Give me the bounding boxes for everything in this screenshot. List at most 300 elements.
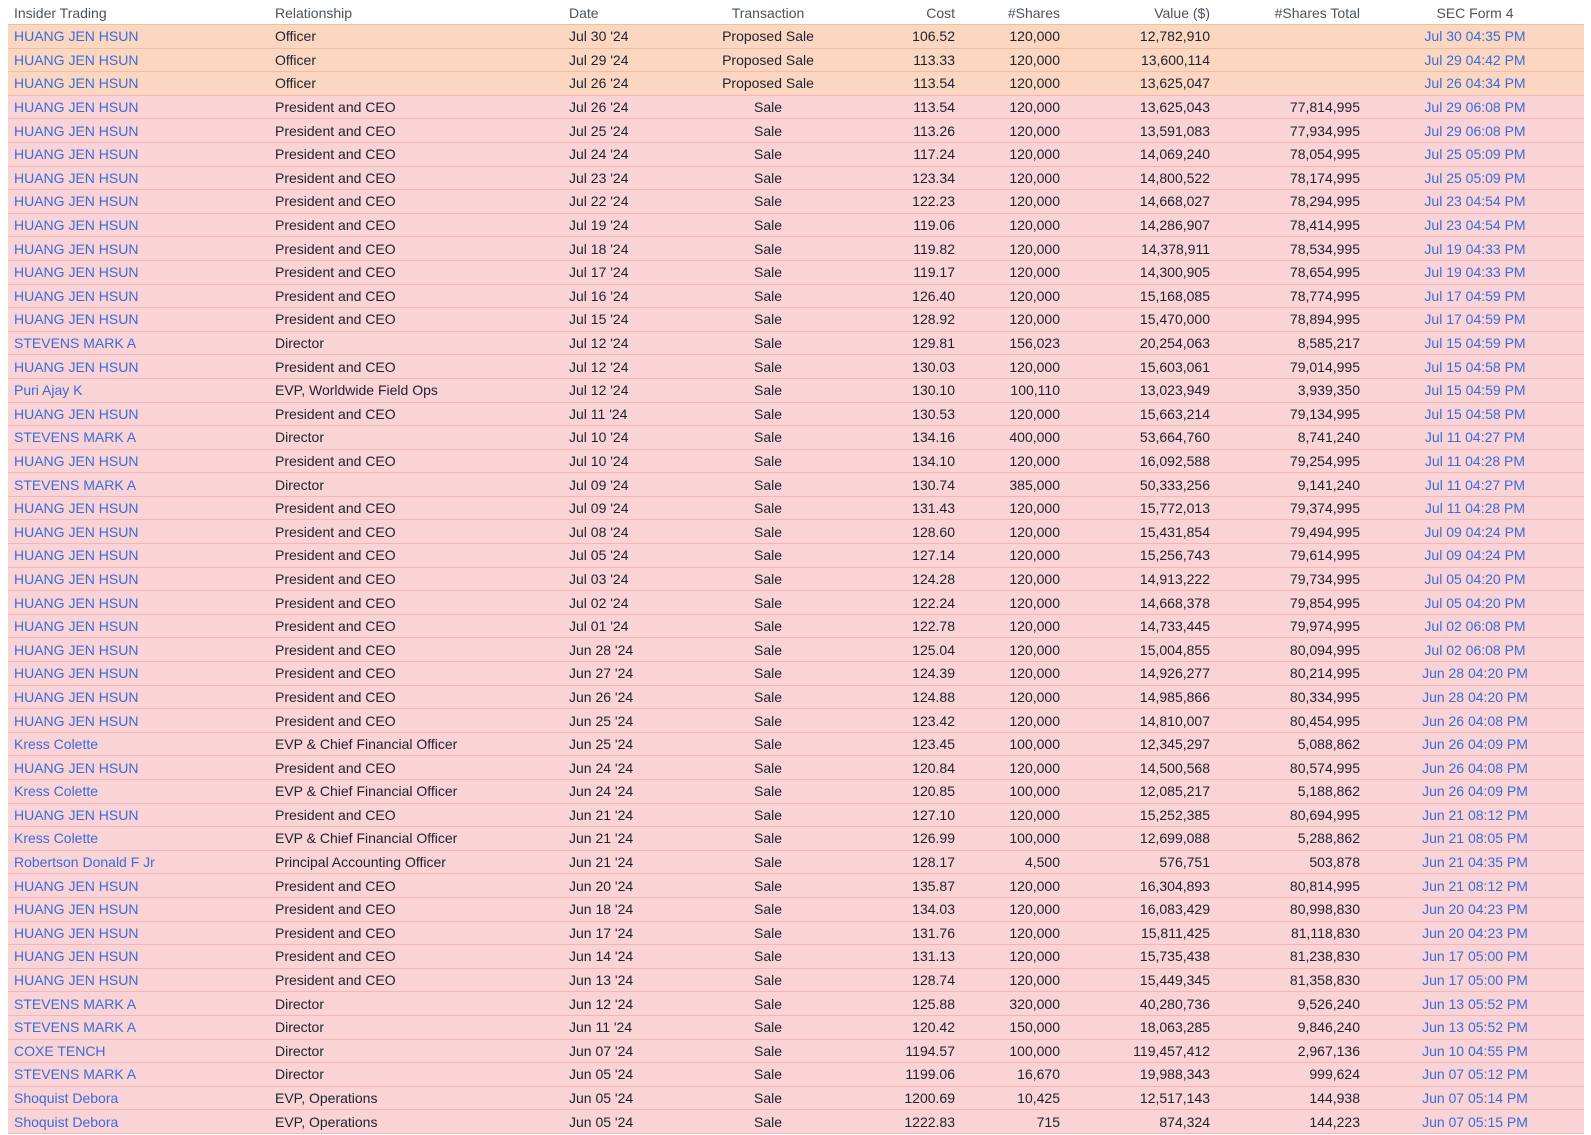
- sec-form-4-cell[interactable]: [1366, 756, 1584, 780]
- insider-name-link[interactable]: HUANG JEN HSUN: [14, 570, 139, 587]
- sec-form-4-cell[interactable]: [1366, 1086, 1584, 1110]
- relationship-cell: President and CEO: [269, 591, 563, 615]
- table-row[interactable]: [8, 709, 1584, 733]
- shares-total-cell: 79,254,995: [1216, 449, 1366, 473]
- table-row[interactable]: [8, 237, 1584, 261]
- table-row[interactable]: [8, 260, 1584, 284]
- table-row[interactable]: [8, 331, 1584, 355]
- sec-form-4-link[interactable]: Jun 07 05:15 PM: [1422, 1113, 1528, 1130]
- insider-name-cell[interactable]: [8, 237, 269, 261]
- table-row[interactable]: [8, 48, 1584, 72]
- insider-name-cell[interactable]: [8, 850, 269, 874]
- value-cell: 14,913,222: [1066, 567, 1216, 591]
- col-header-cost[interactable]: Cost: [853, 2, 961, 25]
- insider-name-cell[interactable]: [8, 284, 269, 308]
- insider-name-link[interactable]: HUANG JEN HSUN: [14, 146, 139, 163]
- insider-name-link[interactable]: HUANG JEN HSUN: [14, 240, 139, 257]
- table-row[interactable]: [8, 190, 1584, 214]
- insider-name-cell[interactable]: [8, 945, 269, 969]
- transaction-cell: Sale: [683, 213, 853, 237]
- sec-form-4-link[interactable]: Jul 19 04:33 PM: [1424, 264, 1526, 281]
- insider-name-cell[interactable]: [8, 614, 269, 638]
- shares-cell: 4,500: [961, 850, 1066, 874]
- insider-name-link[interactable]: STEVENS MARK A: [14, 429, 137, 446]
- sec-form-4-link[interactable]: Jul 15 04:59 PM: [1424, 335, 1526, 352]
- date-cell: Jun 12 '24: [563, 992, 683, 1016]
- relationship-cell: President and CEO: [269, 544, 563, 568]
- insider-name-link[interactable]: HUANG JEN HSUN: [14, 99, 139, 116]
- sec-form-4-link[interactable]: Jul 29 06:08 PM: [1424, 99, 1526, 116]
- value-cell: 14,668,378: [1066, 591, 1216, 615]
- table-row[interactable]: [8, 166, 1584, 190]
- insider-name-cell[interactable]: [8, 567, 269, 591]
- col-header-transaction[interactable]: Transaction: [683, 2, 853, 25]
- sec-form-4-link[interactable]: Jun 10 04:55 PM: [1422, 1042, 1528, 1059]
- sec-form-4-cell[interactable]: [1366, 638, 1584, 662]
- sec-form-4-link[interactable]: Jul 19 04:33 PM: [1424, 240, 1526, 257]
- insider-name-link[interactable]: STEVENS MARK A: [14, 1019, 137, 1036]
- col-header-value[interactable]: Value ($): [1066, 2, 1216, 25]
- insider-name-link[interactable]: HUANG JEN HSUN: [14, 169, 139, 186]
- shares-total-cell: 2,967,136: [1216, 1039, 1366, 1063]
- shares-cell: 16,670: [961, 1063, 1066, 1087]
- table-row[interactable]: [8, 638, 1584, 662]
- insider-name-link[interactable]: STEVENS MARK A: [14, 995, 137, 1012]
- sec-form-4-link[interactable]: Jul 25 05:09 PM: [1424, 169, 1526, 186]
- cost-cell: 113.54: [853, 72, 961, 96]
- insider-name-cell[interactable]: [8, 591, 269, 615]
- sec-form-4-cell[interactable]: [1366, 426, 1584, 450]
- insider-name-cell[interactable]: [8, 331, 269, 355]
- insider-name-cell[interactable]: [8, 1086, 269, 1110]
- sec-form-4-link[interactable]: Jul 17 04:59 PM: [1424, 287, 1526, 304]
- insider-name-cell[interactable]: [8, 803, 269, 827]
- sec-form-4-cell[interactable]: [1366, 237, 1584, 261]
- transaction-cell: Sale: [683, 850, 853, 874]
- value-cell: 13,600,114: [1066, 48, 1216, 72]
- sec-form-4-cell[interactable]: [1366, 331, 1584, 355]
- sec-form-4-cell[interactable]: [1366, 260, 1584, 284]
- sec-form-4-link[interactable]: Jun 26 04:09 PM: [1422, 783, 1528, 800]
- date-cell: Jul 12 '24: [563, 331, 683, 355]
- sec-form-4-link[interactable]: Jul 29 06:08 PM: [1424, 122, 1526, 139]
- insider-name-link[interactable]: HUANG JEN HSUN: [14, 28, 139, 45]
- sec-form-4-link[interactable]: Jun 20 04:23 PM: [1422, 901, 1528, 918]
- insider-name-link[interactable]: HUANG JEN HSUN: [14, 594, 139, 611]
- table-row[interactable]: [8, 426, 1584, 450]
- sec-form-4-cell[interactable]: [1366, 1063, 1584, 1087]
- sec-form-4-cell[interactable]: [1366, 921, 1584, 945]
- insider-name-cell[interactable]: [8, 496, 269, 520]
- table-row[interactable]: [8, 520, 1584, 544]
- sec-form-4-link[interactable]: Jun 26 04:08 PM: [1422, 759, 1528, 776]
- table-row[interactable]: [8, 1015, 1584, 1039]
- table-row[interactable]: [8, 25, 1584, 49]
- table-row[interactable]: [8, 496, 1584, 520]
- insider-name-link[interactable]: COXE TENCH: [14, 1042, 106, 1059]
- table-row[interactable]: [8, 142, 1584, 166]
- sec-form-4-link[interactable]: Jul 23 04:54 PM: [1424, 193, 1526, 210]
- date-cell: Jul 23 '24: [563, 166, 683, 190]
- insider-name-cell[interactable]: [8, 213, 269, 237]
- cost-cell: 134.03: [853, 897, 961, 921]
- table-row[interactable]: [8, 732, 1584, 756]
- relationship-cell: EVP & Chief Financial Officer: [269, 780, 563, 804]
- sec-form-4-link[interactable]: Jun 07 05:14 PM: [1422, 1090, 1528, 1107]
- insider-name-link[interactable]: HUANG JEN HSUN: [14, 264, 139, 281]
- sec-form-4-link[interactable]: Jul 11 04:27 PM: [1424, 476, 1526, 493]
- cost-cell: 124.39: [853, 662, 961, 686]
- insider-name-cell[interactable]: [8, 921, 269, 945]
- value-cell: 576,751: [1066, 850, 1216, 874]
- sec-form-4-cell[interactable]: [1366, 780, 1584, 804]
- sec-form-4-link[interactable]: Jul 15 04:59 PM: [1424, 382, 1526, 399]
- sec-form-4-link[interactable]: Jun 21 08:12 PM: [1422, 806, 1528, 823]
- sec-form-4-cell[interactable]: [1366, 1039, 1584, 1063]
- table-row[interactable]: [8, 544, 1584, 568]
- insider-name-link[interactable]: HUANG JEN HSUN: [14, 688, 139, 705]
- insider-name-cell[interactable]: [8, 732, 269, 756]
- sec-form-4-cell[interactable]: [1366, 544, 1584, 568]
- sec-form-4-link[interactable]: Jun 17 05:00 PM: [1422, 948, 1528, 965]
- sec-form-4-cell[interactable]: [1366, 473, 1584, 497]
- table-row[interactable]: [8, 1063, 1584, 1087]
- insider-name-link[interactable]: HUANG JEN HSUN: [14, 452, 139, 469]
- insider-name-cell[interactable]: [8, 780, 269, 804]
- insider-name-cell[interactable]: [8, 827, 269, 851]
- relationship-cell: President and CEO: [269, 614, 563, 638]
- table-row[interactable]: [8, 874, 1584, 898]
- table-row[interactable]: [8, 591, 1584, 615]
- insider-name-link[interactable]: HUANG JEN HSUN: [14, 972, 139, 989]
- shares-cell: 120,000: [961, 968, 1066, 992]
- insider-name-cell[interactable]: [8, 166, 269, 190]
- sec-form-4-link[interactable]: Jun 21 08:05 PM: [1422, 830, 1528, 847]
- table-row[interactable]: [8, 449, 1584, 473]
- table-row[interactable]: [8, 473, 1584, 497]
- sec-form-4-cell[interactable]: [1366, 378, 1584, 402]
- insider-name-link[interactable]: HUANG JEN HSUN: [14, 122, 139, 139]
- transaction-cell: Sale: [683, 827, 853, 851]
- insider-name-link[interactable]: HUANG JEN HSUN: [14, 877, 139, 894]
- insider-name-link[interactable]: STEVENS MARK A: [14, 335, 137, 352]
- sec-form-4-link[interactable]: Jun 17 05:00 PM: [1422, 972, 1528, 989]
- col-header-insider[interactable]: Insider Trading: [8, 2, 269, 25]
- transaction-cell: Sale: [683, 402, 853, 426]
- insider-name-link[interactable]: HUANG JEN HSUN: [14, 641, 139, 658]
- sec-form-4-cell[interactable]: [1366, 897, 1584, 921]
- sec-form-4-link[interactable]: Jun 21 04:35 PM: [1422, 854, 1528, 871]
- sec-form-4-cell[interactable]: [1366, 520, 1584, 544]
- shares-cell: 120,000: [961, 119, 1066, 143]
- insider-name-link[interactable]: HUANG JEN HSUN: [14, 311, 139, 328]
- insider-name-cell[interactable]: [8, 355, 269, 379]
- value-cell: 12,699,088: [1066, 827, 1216, 851]
- sec-form-4-cell[interactable]: [1366, 95, 1584, 119]
- sec-form-4-cell[interactable]: [1366, 614, 1584, 638]
- table-row[interactable]: [8, 992, 1584, 1016]
- col-header-shares-total[interactable]: #Shares Total: [1216, 2, 1366, 25]
- sec-form-4-cell[interactable]: [1366, 662, 1584, 686]
- sec-form-4-cell[interactable]: [1366, 1110, 1584, 1134]
- table-row[interactable]: [8, 308, 1584, 332]
- sec-form-4-link[interactable]: Jul 29 04:42 PM: [1424, 51, 1526, 68]
- insider-name-cell[interactable]: [8, 1063, 269, 1087]
- col-header-sec-form-4[interactable]: SEC Form 4: [1366, 2, 1584, 25]
- date-cell: Jun 26 '24: [563, 685, 683, 709]
- sec-form-4-cell[interactable]: [1366, 567, 1584, 591]
- sec-form-4-link[interactable]: Jul 25 05:09 PM: [1424, 146, 1526, 163]
- sec-form-4-link[interactable]: Jun 20 04:23 PM: [1422, 924, 1528, 941]
- transaction-cell: Sale: [683, 992, 853, 1016]
- insider-name-link[interactable]: HUANG JEN HSUN: [14, 500, 139, 517]
- sec-form-4-cell[interactable]: [1366, 874, 1584, 898]
- shares-cell: 100,110: [961, 378, 1066, 402]
- insider-name-link[interactable]: Kress Colette: [14, 783, 99, 800]
- transaction-cell: Sale: [683, 732, 853, 756]
- sec-form-4-link[interactable]: Jun 13 05:52 PM: [1422, 1019, 1528, 1036]
- cost-cell: 119.82: [853, 237, 961, 261]
- sec-form-4-link[interactable]: Jul 26 04:34 PM: [1424, 75, 1526, 92]
- value-cell: 14,668,027: [1066, 190, 1216, 214]
- sec-form-4-cell[interactable]: [1366, 213, 1584, 237]
- insider-name-cell[interactable]: [8, 308, 269, 332]
- table-row[interactable]: [8, 945, 1584, 969]
- col-header-shares[interactable]: #Shares: [961, 2, 1066, 25]
- transaction-cell: Sale: [683, 756, 853, 780]
- insider-name-cell[interactable]: [8, 897, 269, 921]
- insider-name-link[interactable]: STEVENS MARK A: [14, 476, 137, 493]
- shares-cell: 120,000: [961, 402, 1066, 426]
- sec-form-4-cell[interactable]: [1366, 308, 1584, 332]
- insider-name-cell[interactable]: [8, 95, 269, 119]
- sec-form-4-cell[interactable]: [1366, 591, 1584, 615]
- transaction-cell: Sale: [683, 921, 853, 945]
- sec-form-4-link[interactable]: Jun 26 04:09 PM: [1422, 736, 1528, 753]
- sec-form-4-link[interactable]: Jul 02 06:08 PM: [1424, 618, 1526, 635]
- insider-name-link[interactable]: HUANG JEN HSUN: [14, 75, 139, 92]
- sec-form-4-link[interactable]: Jul 09 04:24 PM: [1424, 523, 1526, 540]
- insider-name-cell[interactable]: [8, 968, 269, 992]
- insider-name-link[interactable]: HUANG JEN HSUN: [14, 759, 139, 776]
- transaction-cell: Sale: [683, 166, 853, 190]
- relationship-cell: President and CEO: [269, 756, 563, 780]
- col-header-date[interactable]: Date: [563, 2, 683, 25]
- insider-name-cell[interactable]: [8, 709, 269, 733]
- sec-form-4-cell[interactable]: [1366, 190, 1584, 214]
- table-row[interactable]: [8, 1110, 1584, 1134]
- insider-name-link[interactable]: HUANG JEN HSUN: [14, 358, 139, 375]
- sec-form-4-link[interactable]: Jul 15 04:58 PM: [1424, 358, 1526, 375]
- sec-form-4-cell[interactable]: [1366, 827, 1584, 851]
- relationship-cell: President and CEO: [269, 496, 563, 520]
- value-cell: 119,457,412: [1066, 1039, 1216, 1063]
- sec-form-4-link[interactable]: Jun 07 05:12 PM: [1422, 1066, 1528, 1083]
- sec-form-4-cell[interactable]: [1366, 284, 1584, 308]
- col-header-relationship[interactable]: Relationship: [269, 2, 563, 25]
- insider-name-cell[interactable]: [8, 402, 269, 426]
- insider-name-cell[interactable]: [8, 25, 269, 49]
- cost-cell: 128.74: [853, 968, 961, 992]
- insider-name-cell[interactable]: [8, 1110, 269, 1134]
- table-row[interactable]: [8, 921, 1584, 945]
- sec-form-4-cell[interactable]: [1366, 166, 1584, 190]
- table-row[interactable]: [8, 95, 1584, 119]
- table-row[interactable]: [8, 284, 1584, 308]
- sec-form-4-cell[interactable]: [1366, 968, 1584, 992]
- insider-name-cell[interactable]: [8, 72, 269, 96]
- date-cell: Jun 21 '24: [563, 803, 683, 827]
- relationship-cell: President and CEO: [269, 638, 563, 662]
- insider-name-cell[interactable]: [8, 190, 269, 214]
- sec-form-4-link[interactable]: Jun 28 04:20 PM: [1422, 688, 1528, 705]
- sec-form-4-link[interactable]: Jun 26 04:08 PM: [1422, 712, 1528, 729]
- cost-cell: 128.17: [853, 850, 961, 874]
- insider-name-link[interactable]: HUANG JEN HSUN: [14, 618, 139, 635]
- sec-form-4-cell[interactable]: [1366, 119, 1584, 143]
- table-row[interactable]: [8, 355, 1584, 379]
- sec-form-4-cell[interactable]: [1366, 992, 1584, 1016]
- sec-form-4-link[interactable]: Jul 15 04:58 PM: [1424, 405, 1526, 422]
- sec-form-4-link[interactable]: Jul 23 04:54 PM: [1424, 217, 1526, 234]
- table-row[interactable]: [8, 402, 1584, 426]
- insider-name-link[interactable]: Shoquist Debora: [14, 1090, 119, 1107]
- table-row[interactable]: [8, 119, 1584, 143]
- table-row[interactable]: [8, 850, 1584, 874]
- table-row[interactable]: [8, 756, 1584, 780]
- insider-name-link[interactable]: HUANG JEN HSUN: [14, 405, 139, 422]
- table-row[interactable]: [8, 803, 1584, 827]
- sec-form-4-cell[interactable]: [1366, 732, 1584, 756]
- table-row[interactable]: [8, 780, 1584, 804]
- sec-form-4-cell[interactable]: [1366, 142, 1584, 166]
- insider-name-link[interactable]: Shoquist Debora: [14, 1113, 119, 1130]
- insider-name-cell[interactable]: [8, 426, 269, 450]
- insider-name-link[interactable]: STEVENS MARK A: [14, 1066, 137, 1083]
- shares-total-cell: 79,974,995: [1216, 614, 1366, 638]
- sec-form-4-cell[interactable]: [1366, 25, 1584, 49]
- table-row[interactable]: [8, 827, 1584, 851]
- insider-name-cell[interactable]: [8, 992, 269, 1016]
- sec-form-4-cell[interactable]: [1366, 803, 1584, 827]
- insider-name-link[interactable]: Kress Colette: [14, 830, 99, 847]
- insider-name-link[interactable]: HUANG JEN HSUN: [14, 523, 139, 540]
- insider-name-cell[interactable]: [8, 378, 269, 402]
- insider-name-link[interactable]: Kress Colette: [14, 736, 99, 753]
- cost-cell: 126.40: [853, 284, 961, 308]
- insider-name-cell[interactable]: [8, 638, 269, 662]
- sec-form-4-cell[interactable]: [1366, 709, 1584, 733]
- insider-name-link[interactable]: HUANG JEN HSUN: [14, 287, 139, 304]
- insider-name-cell[interactable]: [8, 260, 269, 284]
- shares-cell: 120,000: [961, 190, 1066, 214]
- insider-name-cell[interactable]: [8, 544, 269, 568]
- sec-form-4-link[interactable]: Jun 21 08:12 PM: [1422, 877, 1528, 894]
- insider-name-link[interactable]: HUANG JEN HSUN: [14, 217, 139, 234]
- insider-name-link[interactable]: HUANG JEN HSUN: [14, 712, 139, 729]
- insider-name-link[interactable]: HUANG JEN HSUN: [14, 547, 139, 564]
- table-row[interactable]: [8, 1039, 1584, 1063]
- relationship-cell: President and CEO: [269, 709, 563, 733]
- insider-name-link[interactable]: HUANG JEN HSUN: [14, 806, 139, 823]
- insider-name-link[interactable]: HUANG JEN HSUN: [14, 665, 139, 682]
- sec-form-4-link[interactable]: Jul 30 04:35 PM: [1424, 28, 1526, 45]
- sec-form-4-link[interactable]: Jul 17 04:59 PM: [1424, 311, 1526, 328]
- shares-total-cell: 79,854,995: [1216, 591, 1366, 615]
- shares-total-cell: 79,134,995: [1216, 402, 1366, 426]
- sec-form-4-link[interactable]: Jul 11 04:27 PM: [1424, 429, 1526, 446]
- sec-form-4-cell[interactable]: [1366, 48, 1584, 72]
- insider-name-link[interactable]: HUANG JEN HSUN: [14, 193, 139, 210]
- insider-name-cell[interactable]: [8, 142, 269, 166]
- insider-name-link[interactable]: HUANG JEN HSUN: [14, 924, 139, 941]
- sec-form-4-cell[interactable]: [1366, 1015, 1584, 1039]
- insider-name-cell[interactable]: [8, 685, 269, 709]
- sec-form-4-cell[interactable]: [1366, 496, 1584, 520]
- sec-form-4-cell[interactable]: [1366, 945, 1584, 969]
- sec-form-4-link[interactable]: Jul 11 04:28 PM: [1424, 500, 1526, 517]
- sec-form-4-link[interactable]: Jul 11 04:28 PM: [1424, 452, 1526, 469]
- shares-cell: 120,000: [961, 685, 1066, 709]
- sec-form-4-link[interactable]: Jun 13 05:52 PM: [1422, 995, 1528, 1012]
- insider-name-cell[interactable]: [8, 119, 269, 143]
- table-row[interactable]: [8, 1086, 1584, 1110]
- shares-total-cell: 78,294,995: [1216, 190, 1366, 214]
- sec-form-4-link[interactable]: Jul 09 04:24 PM: [1424, 547, 1526, 564]
- sec-form-4-cell[interactable]: [1366, 402, 1584, 426]
- shares-cell: 100,000: [961, 780, 1066, 804]
- insider-name-cell[interactable]: [8, 1015, 269, 1039]
- insider-name-cell[interactable]: [8, 449, 269, 473]
- insider-name-cell[interactable]: [8, 1039, 269, 1063]
- table-row[interactable]: [8, 213, 1584, 237]
- table-row[interactable]: [8, 897, 1584, 921]
- table-row[interactable]: [8, 685, 1584, 709]
- sec-form-4-cell[interactable]: [1366, 685, 1584, 709]
- insider-name-cell[interactable]: [8, 874, 269, 898]
- table-row[interactable]: [8, 614, 1584, 638]
- sec-form-4-cell[interactable]: [1366, 850, 1584, 874]
- insider-name-link[interactable]: Robertson Donald F Jr: [14, 854, 155, 871]
- table-row[interactable]: [8, 72, 1584, 96]
- shares-total-cell: 78,414,995: [1216, 213, 1366, 237]
- table-row[interactable]: [8, 662, 1584, 686]
- sec-form-4-link[interactable]: Jul 05 04:20 PM: [1424, 594, 1526, 611]
- insider-name-cell[interactable]: [8, 473, 269, 497]
- insider-name-cell[interactable]: [8, 48, 269, 72]
- transaction-cell: Sale: [683, 496, 853, 520]
- insider-name-link[interactable]: HUANG JEN HSUN: [14, 901, 139, 918]
- table-row[interactable]: [8, 567, 1584, 591]
- sec-form-4-cell[interactable]: [1366, 72, 1584, 96]
- relationship-cell: President and CEO: [269, 968, 563, 992]
- sec-form-4-cell[interactable]: [1366, 449, 1584, 473]
- sec-form-4-link[interactable]: Jul 02 06:08 PM: [1424, 641, 1526, 658]
- insider-name-link[interactable]: HUANG JEN HSUN: [14, 51, 139, 68]
- insider-name-cell[interactable]: [8, 756, 269, 780]
- insider-name-cell[interactable]: [8, 662, 269, 686]
- table-row[interactable]: [8, 968, 1584, 992]
- insider-name-link[interactable]: Puri Ajay K: [14, 382, 83, 399]
- insider-name-link[interactable]: HUANG JEN HSUN: [14, 948, 139, 965]
- table-row[interactable]: [8, 378, 1584, 402]
- value-cell: 20,254,063: [1066, 331, 1216, 355]
- relationship-cell: EVP, Worldwide Field Ops: [269, 378, 563, 402]
- sec-form-4-link[interactable]: Jul 05 04:20 PM: [1424, 570, 1526, 587]
- sec-form-4-cell[interactable]: [1366, 355, 1584, 379]
- sec-form-4-link[interactable]: Jun 28 04:20 PM: [1422, 665, 1528, 682]
- insider-name-cell[interactable]: [8, 520, 269, 544]
